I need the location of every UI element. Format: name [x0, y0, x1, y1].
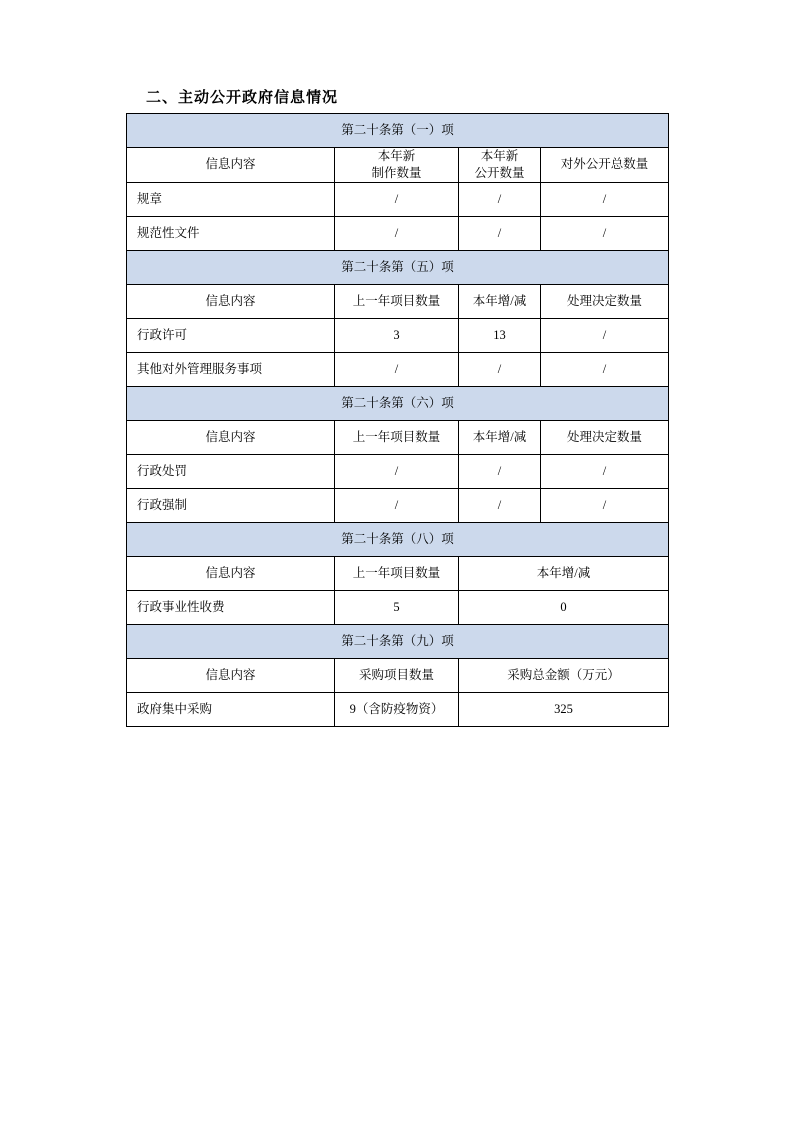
row-label: 其他对外管理服务事项: [127, 352, 335, 386]
row-value: /: [541, 182, 669, 216]
column-header-year-change: 本年增/减: [459, 556, 669, 590]
table-row: [127, 454, 669, 488]
row-value: /: [541, 216, 669, 250]
column-header-line: 制作数量: [371, 165, 422, 180]
row-value: /: [541, 488, 669, 522]
section-title: 第二十条第（五）项: [127, 250, 669, 284]
column-header-line: 本年新: [480, 149, 519, 163]
table-row: [127, 216, 669, 250]
section-title: 第二十条第（八）项: [127, 522, 669, 556]
section-title: 第二十条第（九）项: [127, 624, 669, 658]
column-header-procurement-count: 采购项目数量: [335, 658, 459, 692]
column-header-year-change: 本年增/减: [459, 284, 541, 318]
table-row: [127, 488, 669, 522]
column-header-decisions: 处理决定数量: [541, 420, 669, 454]
row-label: 政府集中采购: [127, 692, 335, 726]
column-header-info-content: 信息内容: [127, 284, 335, 318]
column-header-info-content: 信息内容: [127, 658, 335, 692]
row-value: 3: [335, 318, 459, 352]
row-value: /: [459, 216, 541, 250]
row-label: 行政许可: [127, 318, 335, 352]
table-row: [127, 692, 669, 726]
section-title: 第二十条第（六）项: [127, 386, 669, 420]
column-header-row: [127, 556, 669, 590]
row-value: 9（含防疫物资）: [335, 692, 459, 726]
column-header-prev-year-count: 上一年项目数量: [335, 556, 459, 590]
row-value: /: [541, 454, 669, 488]
row-value: 325: [459, 692, 669, 726]
column-header-new-produced: [335, 148, 459, 183]
section-header-row: [127, 522, 669, 556]
row-label: 行政事业性收费: [127, 590, 335, 624]
report-table-container: [126, 113, 668, 727]
table-row: [127, 590, 669, 624]
row-value: /: [459, 454, 541, 488]
section-title: 第二十条第（一）项: [127, 114, 669, 148]
row-value: /: [459, 352, 541, 386]
row-value: /: [541, 318, 669, 352]
table-row: [127, 182, 669, 216]
row-value: /: [335, 454, 459, 488]
section-header-row: [127, 114, 669, 148]
row-value: /: [459, 182, 541, 216]
column-header-year-change: 本年增/减: [459, 420, 541, 454]
column-header-line: 本年新: [377, 149, 416, 163]
column-header-total-disclosed: 对外公开总数量: [541, 148, 669, 183]
column-header-row: [127, 148, 669, 183]
section-header-row: [127, 624, 669, 658]
column-header-info-content: 信息内容: [127, 420, 335, 454]
row-label: 行政处罚: [127, 454, 335, 488]
row-value: 0: [459, 590, 669, 624]
column-header-line: 公开数量: [474, 165, 525, 180]
section-header-row: [127, 386, 669, 420]
page-title: 二、主动公开政府信息情况: [146, 89, 339, 106]
government-information-disclosure-table: [126, 113, 669, 727]
row-value: /: [335, 182, 459, 216]
column-header-new-disclosed: [459, 148, 541, 183]
row-label: 行政强制: [127, 488, 335, 522]
table-row: [127, 352, 669, 386]
table-row: [127, 318, 669, 352]
column-header-row: [127, 420, 669, 454]
row-value: /: [459, 488, 541, 522]
row-label: 规章: [127, 182, 335, 216]
column-header-info-content: 信息内容: [127, 148, 335, 183]
column-header-row: [127, 284, 669, 318]
column-header-prev-year-count: 上一年项目数量: [335, 284, 459, 318]
row-label: 规范性文件: [127, 216, 335, 250]
column-header-info-content: 信息内容: [127, 556, 335, 590]
row-value: /: [541, 352, 669, 386]
column-header-row: [127, 658, 669, 692]
column-header-decisions: 处理决定数量: [541, 284, 669, 318]
row-value: /: [335, 216, 459, 250]
column-header-prev-year-count: 上一年项目数量: [335, 420, 459, 454]
row-value: /: [335, 488, 459, 522]
section-header-row: [127, 250, 669, 284]
row-value: /: [335, 352, 459, 386]
row-value: 5: [335, 590, 459, 624]
column-header-procurement-amount: 采购总金额（万元）: [459, 658, 669, 692]
row-value: 13: [459, 318, 541, 352]
